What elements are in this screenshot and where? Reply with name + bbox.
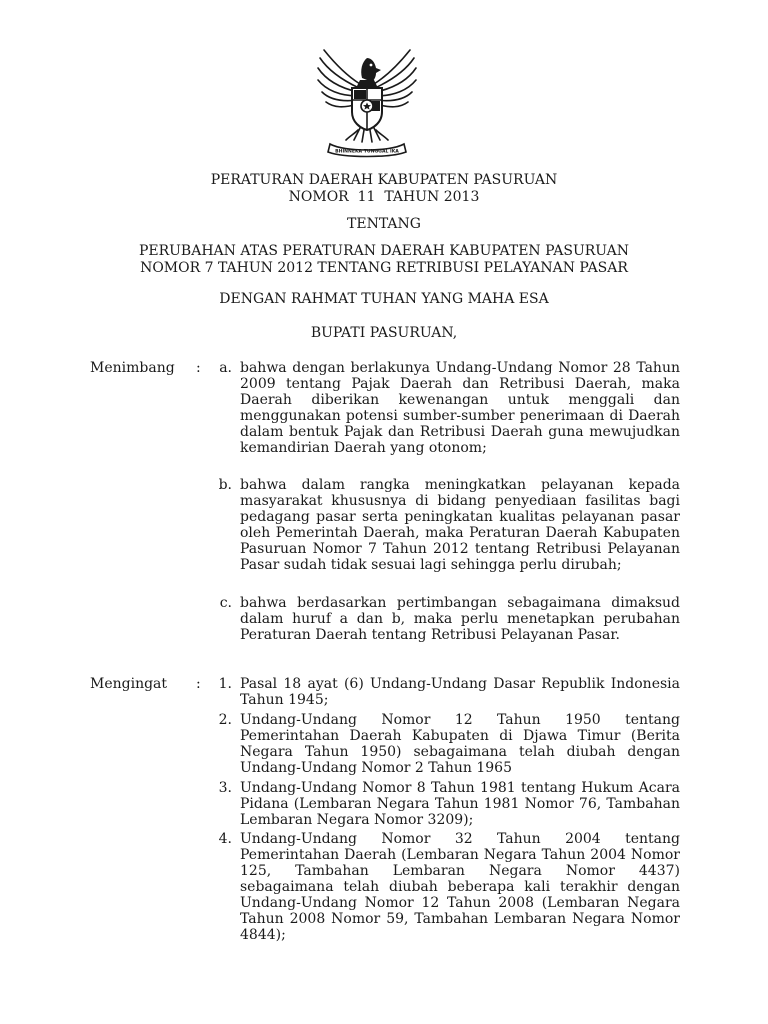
mengingat-item-4-text: Undang-Undang Nomor 32 Tahun 2004 tentang Pemerintahan Daerah (Lembaran Negara Tahun 2004 Nomor 125, Tambahan Lembaran Negara Nomor 4437) sebagaimana telah diubah beberapa kali terakhir dengan Undang-Undang Nomor 12 Tahun 2008 (Lembaran Negara Tahun 2008 Nomor 59, Tambahan Lembaran Negara Nomor 4844); bbox=[240, 831, 680, 943]
mengingat-item-1-marker: 1. bbox=[218, 676, 232, 692]
menimbang-item-a-marker: a. bbox=[219, 360, 232, 376]
subject-line-1: PERUBAHAN ATAS PERATURAN DAERAH KABUPATEN PASURUAN bbox=[138, 243, 630, 259]
mengingat-item-2-marker: 2. bbox=[218, 712, 232, 728]
mengingat-colon: : bbox=[196, 676, 201, 692]
emblem-ribbon-text: BHINNEKA TUNGGAL IKA bbox=[335, 149, 399, 155]
garuda-emblem-drawing bbox=[314, 44, 420, 158]
menimbang-item-b-text: bahwa dalam rangka meningkatkan pelayanan kepada masyarakat khususnya di bidang penyediaan fasilitas bagi pedagang pasar serta peningkatan kualitas pelayanan pasar oleh Pemerintah Daerah, maka Peraturan Daerah Kabupaten Pasuruan Nomor 7 Tahun 2012 tentang Retribusi Pelayanan Pasar sudah tidak sesuai lagi sehingga perlu dirubah; bbox=[240, 477, 680, 573]
preamble-line: DENGAN RAHMAT TUHAN YANG MAHA ESA bbox=[219, 291, 549, 307]
regulation-title: PERATURAN DAERAH KABUPATEN PASURUAN bbox=[210, 172, 558, 188]
regulation-number: NOMOR 11 TAHUN 2013 bbox=[288, 189, 480, 205]
garuda-pancasila-emblem bbox=[314, 44, 420, 158]
mengingat-item-2-text: Undang-Undang Nomor 12 Tahun 1950 tentang Pemerintahan Daerah Kabupaten di Djawa Timur (Berita Negara Tahun 1950) sebagaimana telah diubah dengan Undang-Undang Nomor 2 Tahun 1965 bbox=[240, 712, 680, 776]
mengingat-item-3-text: Undang-Undang Nomor 8 Tahun 1981 tentang Hukum Acara Pidana (Lembaran Negara Tahun 1981 Nomor 76, Tambahan Lembaran Negara Nomor 3209); bbox=[240, 780, 680, 828]
menimbang-item-b-marker: b. bbox=[218, 477, 232, 493]
mengingat-item-3-marker: 3. bbox=[218, 780, 232, 796]
mengingat-item-4-marker: 4. bbox=[218, 831, 232, 847]
menimbang-colon: : bbox=[196, 360, 201, 376]
mengingat-label: Mengingat bbox=[90, 676, 168, 692]
menimbang-label: Menimbang bbox=[90, 360, 175, 376]
subject-line-2: NOMOR 7 TAHUN 2012 TENTANG RETRIBUSI PELAYANAN PASAR bbox=[140, 260, 628, 276]
menimbang-item-c-text: bahwa berdasarkan pertimbangan sebagaimana dimaksud dalam huruf a dan b, maka perlu menetapkan perubahan Peraturan Daerah tentang Retribusi Pelayanan Pasar. bbox=[240, 595, 680, 643]
mengingat-item-1-text: Pasal 18 ayat (6) Undang-Undang Dasar Republik Indonesia Tahun 1945; bbox=[240, 676, 680, 708]
issuer-line: BUPATI PASURUAN, bbox=[310, 325, 458, 341]
menimbang-item-c-marker: c. bbox=[219, 595, 232, 611]
tentang-heading: TENTANG bbox=[347, 216, 421, 232]
menimbang-item-a-text: bahwa dengan berlakunya Undang-Undang Nomor 28 Tahun 2009 tentang Pajak Daerah dan Retribusi Daerah, maka Daerah diberikan kewenangan untuk menggali dan menggunakan potensi sumber-sumber penerimaan di Daerah dalam bentuk Pajak dan Retribusi Daerah guna mewujudkan kemandirian Daerah yang otonom; bbox=[240, 360, 680, 456]
